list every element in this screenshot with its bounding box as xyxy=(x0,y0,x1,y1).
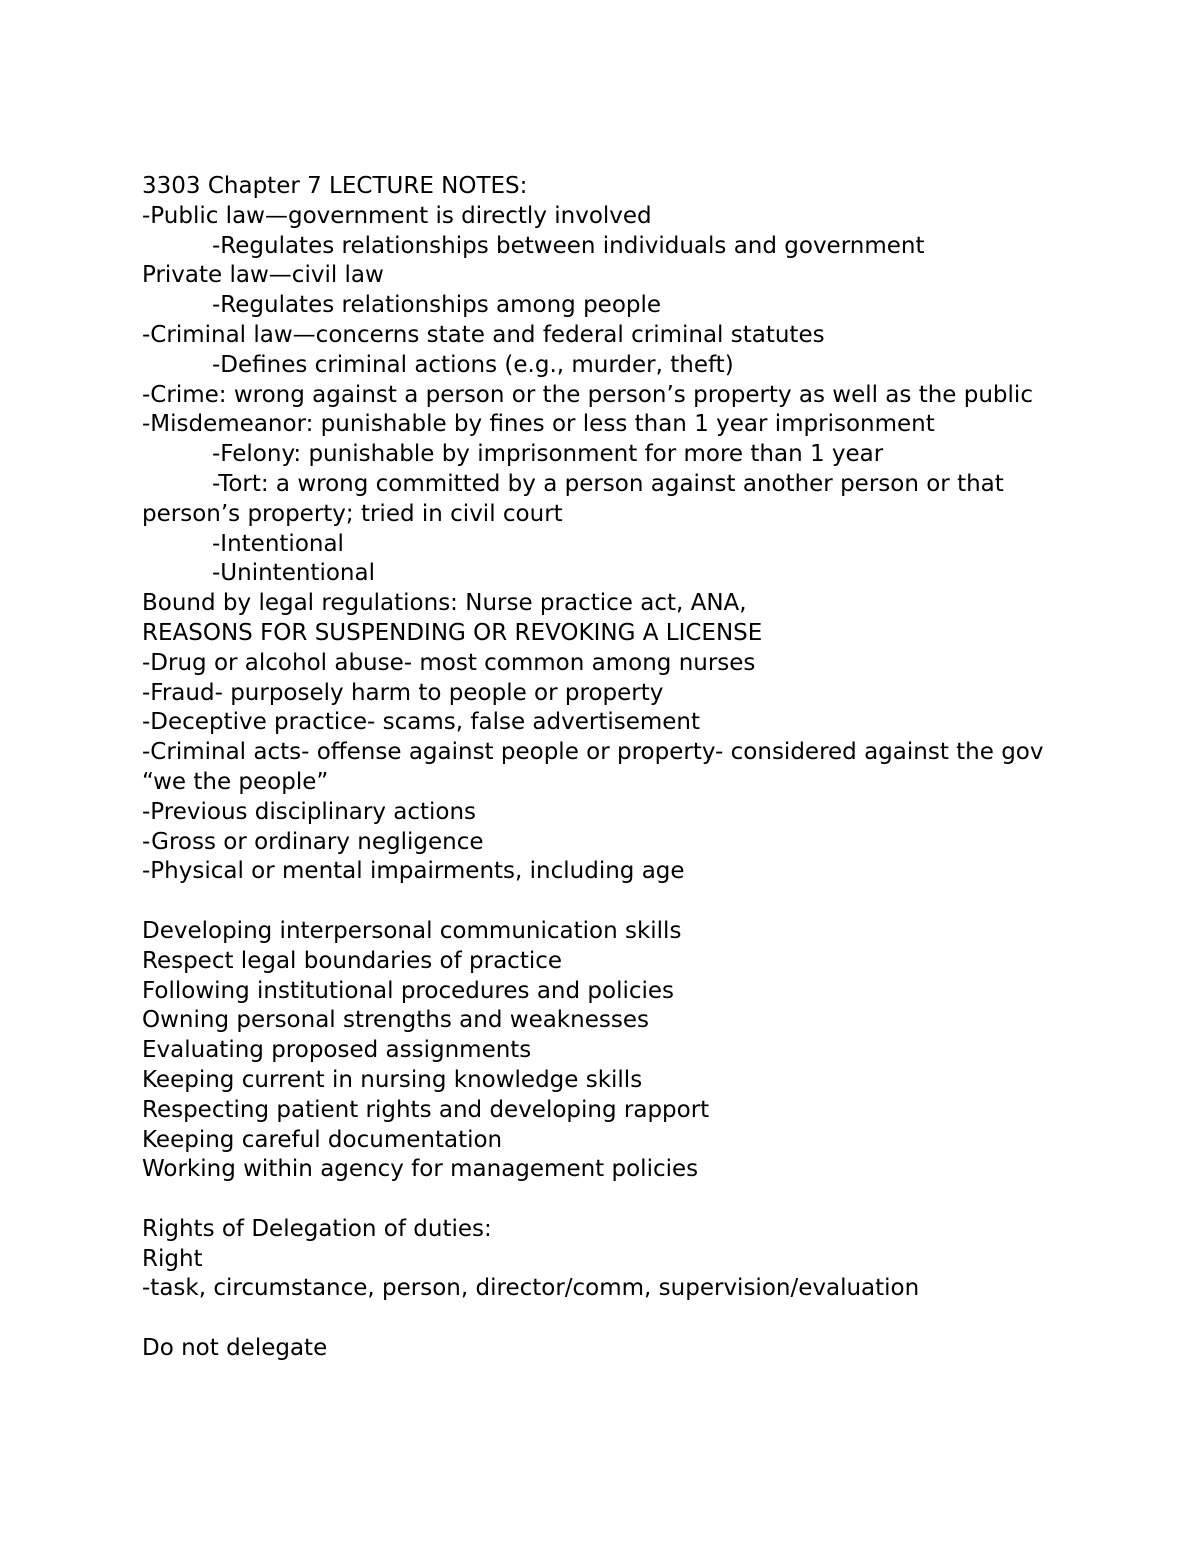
law-line: -Public law—government is directly involved xyxy=(142,202,652,229)
law-line: -Felony: punishable by imprisonment for more than 1 year xyxy=(212,441,884,468)
license-reason-item: -Physical or mental impairments, including age xyxy=(142,858,685,885)
law-line: -Misdemeanor: punishable by fines or less than 1 year imprisonment xyxy=(142,411,935,438)
license-reason-item: -Fraud- purposely harm to people or property xyxy=(142,679,664,706)
license-reason-item: -Deceptive practice- scams, false advertisement xyxy=(142,709,701,736)
license-reason-item: -Drug or alcohol abuse- most common among nurses xyxy=(142,649,756,676)
delegation-right-label: Right xyxy=(142,1245,203,1272)
law-line: -Defines criminal actions (e.g., murder, theft) xyxy=(212,351,734,378)
law-section xyxy=(142,202,1072,619)
skill-item: Evaluating proposed assignments xyxy=(142,1037,532,1064)
skill-item: Working within agency for management policies xyxy=(142,1156,699,1183)
license-heading: REASONS FOR SUSPENDING OR REVOKING A LICENSE xyxy=(142,619,763,646)
delegation-section xyxy=(142,1215,1072,1364)
skill-item: Developing interpersonal communication skills xyxy=(142,917,682,944)
blank-line xyxy=(142,1304,1072,1334)
law-line: -Unintentional xyxy=(212,560,375,587)
skill-item: Keeping current in nursing knowledge skills xyxy=(142,1066,643,1093)
delegation-heading: Rights of Delegation of duties: xyxy=(142,1215,492,1242)
license-section xyxy=(142,619,1072,887)
law-line: Private law—civil law xyxy=(142,262,384,289)
law-line: -Regulates relationships between individuals and government xyxy=(212,232,925,259)
skill-item: Following institutional procedures and policies xyxy=(142,977,675,1004)
law-line: Bound by legal regulations: Nurse practice act, ANA, xyxy=(142,590,747,617)
skills-section xyxy=(142,917,1072,1185)
delegation-right-items: -task, circumstance, person, director/comm, supervision/evaluation xyxy=(142,1275,920,1302)
blank-line xyxy=(142,887,1072,917)
blank-line xyxy=(142,1185,1072,1215)
law-line: -Crime: wrong against a person or the person’s property as well as the public xyxy=(142,381,1033,408)
law-line: -Criminal law—concerns state and federal criminal statutes xyxy=(142,321,825,348)
skill-item: Owning personal strengths and weaknesses xyxy=(142,1007,649,1034)
law-line: -Regulates relationships among people xyxy=(212,292,662,319)
skill-item: Respect legal boundaries of practice xyxy=(142,947,563,974)
skill-item: Keeping careful documentation xyxy=(142,1126,503,1153)
document-title: 3303 Chapter 7 LECTURE NOTES: xyxy=(142,173,528,199)
license-reason-item: -Gross or ordinary negligence xyxy=(142,828,484,855)
license-reason-item: -Previous disciplinary actions xyxy=(142,798,477,825)
lecture-notes-body xyxy=(142,172,1072,1364)
do-not-delegate-label: Do not delegate xyxy=(142,1335,328,1362)
skill-item: Respecting patient rights and developing rapport xyxy=(142,1096,710,1123)
law-line: -Intentional xyxy=(212,530,344,557)
license-reason-item: -Criminal acts- offense against people or property- considered against the gov “we the people” xyxy=(142,739,1044,795)
law-line: -Tort: a wrong committed by a person against another person or that person’s property; tried in civil court xyxy=(142,470,1004,527)
